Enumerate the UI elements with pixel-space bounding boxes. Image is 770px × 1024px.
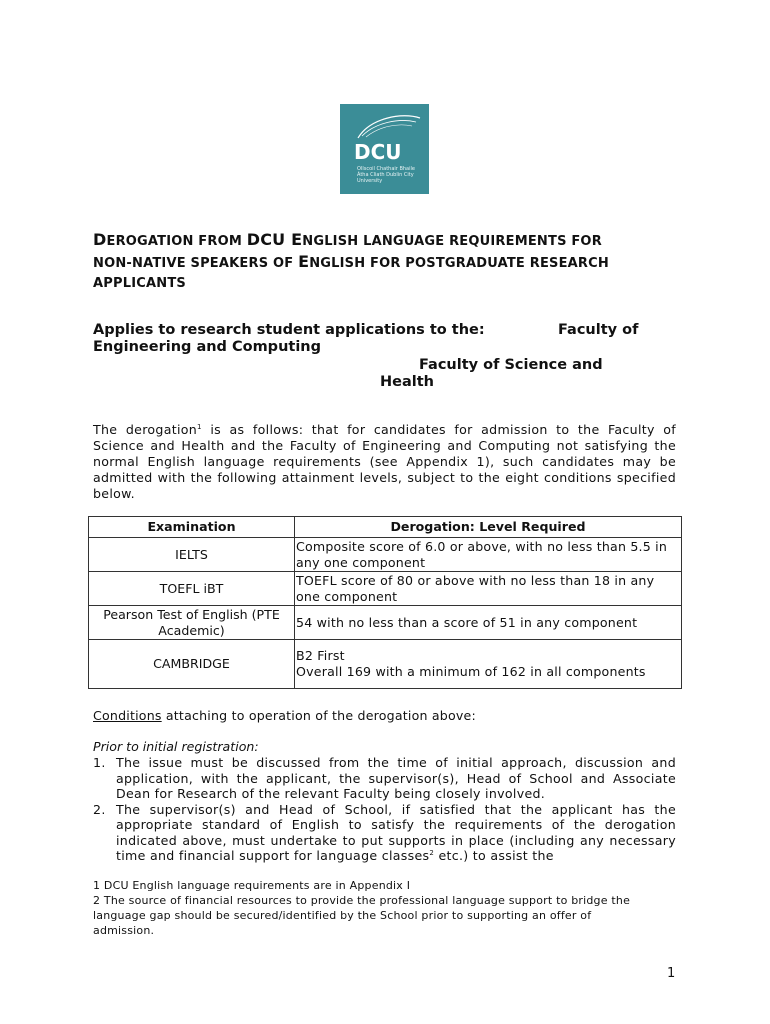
conditions-intro: Conditions attaching to operation of the derogation above: (93, 708, 476, 723)
logo-wordmark: DCU (354, 140, 402, 164)
exam-cell: CAMBRIDGE (89, 640, 295, 689)
requirement-cell: TOEFL score of 80 or above with no less than 18 in any one component (295, 572, 682, 606)
footnote-ref-2: 2 (429, 848, 435, 857)
prior-registration-heading: Prior to initial registration: (93, 739, 259, 754)
title-line-2: NON-NATIVE SPEAKERS OF ENGLISH FOR POSTGRADUATE RESEARCH (93, 252, 609, 271)
faculty-1-line-a: Faculty of (558, 322, 639, 338)
exam-cell: IELTS (89, 538, 295, 572)
requirement-cell: B2 First Overall 169 with a minimum of 162 in all components (295, 640, 682, 689)
list-item: 1. The issue must be discussed from the time of initial approach, discussion and application, with the applicant, the supervisor(s), Head of School and Associate Dean for Research of the relevant Faculty being closely involved. (93, 755, 676, 801)
table-header-cell: Derogation: Level Required (295, 517, 682, 538)
list-item: 2. The supervisor(s) and Head of School, if satisfied that the applicant has the appropriate standard of English to satisfy the requirements of the derogation indicated above, must undertake to put supports in place (including any necessary time and financial support for language classes$^2$ etc.) to assist the (93, 801, 676, 863)
faculty-2-line-a: Faculty of Science and (419, 357, 603, 373)
footnotes (93, 878, 653, 938)
title-line-3: APPLICANTS (93, 276, 186, 291)
footnote-1: 1 DCU English language requirements are in Appendix I (93, 879, 411, 892)
table-header-cell: Examination (89, 517, 295, 538)
exam-cell: TOEFL iBT (89, 572, 295, 606)
page-number: 1 (667, 966, 676, 981)
requirement-cell: 54 with no less than a score of 51 in any component (295, 606, 682, 640)
logo-subtitle: Ollscoil Chathair Bhaile Átha Cliath Dublin City University (357, 166, 415, 184)
title-line-1: DEROGATION FROM DCU ENGLISH LANGUAGE REQUIREMENTS FOR (93, 230, 602, 249)
faculty-1-line-b: Engineering and Computing (93, 339, 321, 355)
faculty-2-line-b: Health (380, 374, 434, 390)
footnote-2: 2 The source of financial resources to provide the professional language support to bridge the language gap should be secured/identified by the School prior to supporting an offer of admission. (93, 894, 631, 937)
footnote-ref-1: 1 (197, 422, 202, 431)
exam-cell: Pearson Test of English (PTE Academic) (89, 606, 295, 640)
requirement-cell: Composite score of 6.0 or above, with no less than 5.5 in any one component (295, 538, 682, 572)
conditions-list (93, 755, 676, 864)
intro-paragraph: The derogation$^1$ is as follows: that for candidates for admission to the Faculty of Science and Health and the Faculty of Engineering and Computing not satisfying the normal English language requirements (see Appendix 1), such candidates may be admitted with the following attainment levels, subject to the eight conditions specified below. (93, 422, 676, 501)
applies-label: Applies to research student applications to the: (93, 322, 485, 338)
